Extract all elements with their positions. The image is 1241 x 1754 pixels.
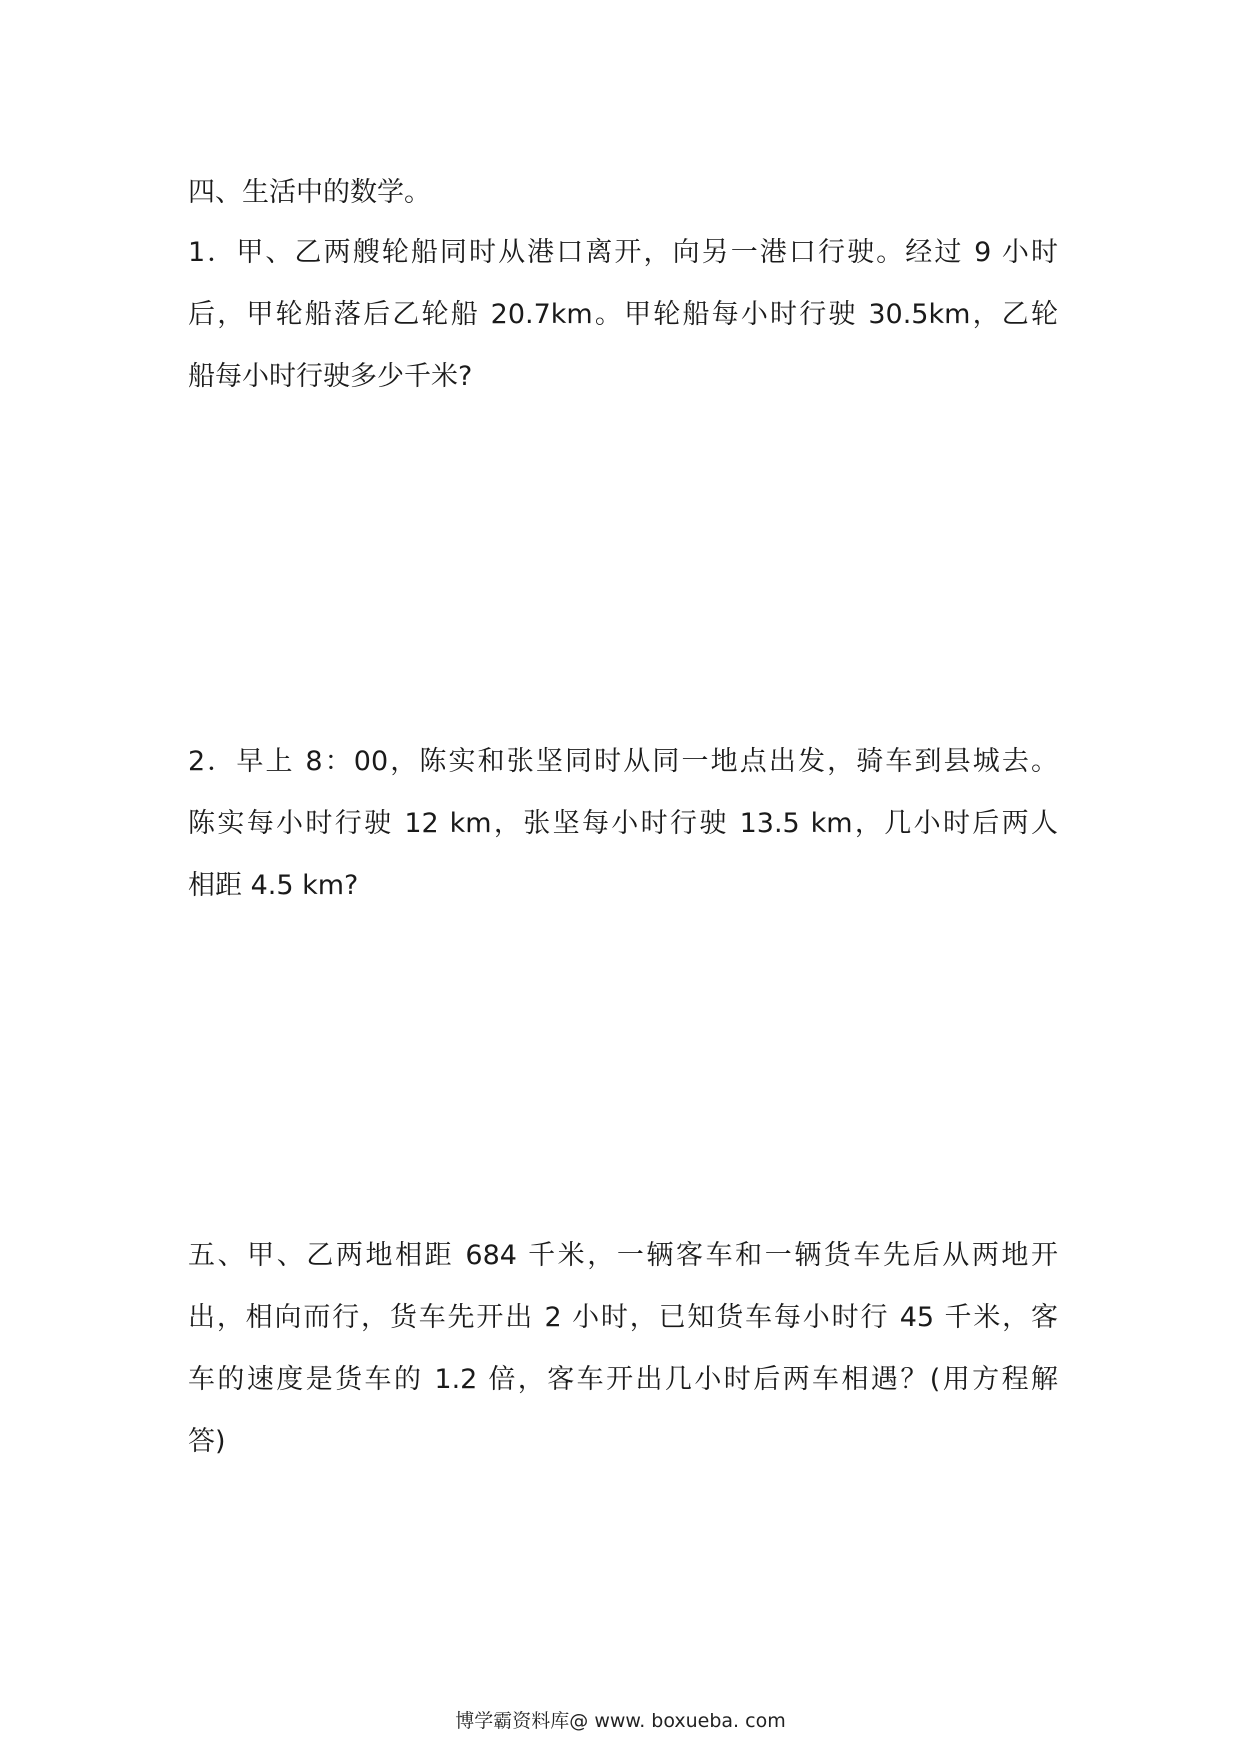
section-five-line-4: 答) <box>188 1426 226 1457</box>
section-five-line-1: 五、甲、乙两地相距 684 千米，一辆客车和一辆货车先后从两地开 <box>188 1240 1058 1271</box>
problem-1-line-3: 船每小时行驶多少千米? <box>188 361 473 392</box>
problem-2-line-2: 陈实每小时行驶 12 km，张坚每小时行驶 13.5 km，几小时后两人 <box>188 808 1058 839</box>
problem-1 <box>188 222 1058 408</box>
section-heading-text: 四、生活中的数学。 <box>188 177 431 208</box>
problem-1-line-1: 1．甲、乙两艘轮船同时从港口离开，向另一港口行驶。经过 9 小时 <box>188 237 1058 268</box>
section-five-line-3: 车的速度是货车的 1.2 倍，客车开出几小时后两车相遇？(用方程解 <box>188 1364 1058 1395</box>
section-five-line-2: 出，相向而行，货车先开出 2 小时，已知货车每小时行 45 千米，客 <box>188 1302 1058 1333</box>
section-four-heading <box>188 162 1058 224</box>
problem-2-line-3: 相距 4.5 km? <box>188 870 359 901</box>
problem-2-line-1: 2．早上 8：00，陈实和张坚同时从同一地点出发，骑车到县城去。 <box>188 746 1058 777</box>
footer-watermark: 博学霸资料库@ www. boxueba. com <box>455 1710 786 1732</box>
problem-1-line-2: 后，甲轮船落后乙轮船 20.7km。甲轮船每小时行驶 30.5km，乙轮 <box>188 299 1058 330</box>
problem-2 <box>188 731 1058 917</box>
section-five-problem <box>188 1225 1058 1473</box>
